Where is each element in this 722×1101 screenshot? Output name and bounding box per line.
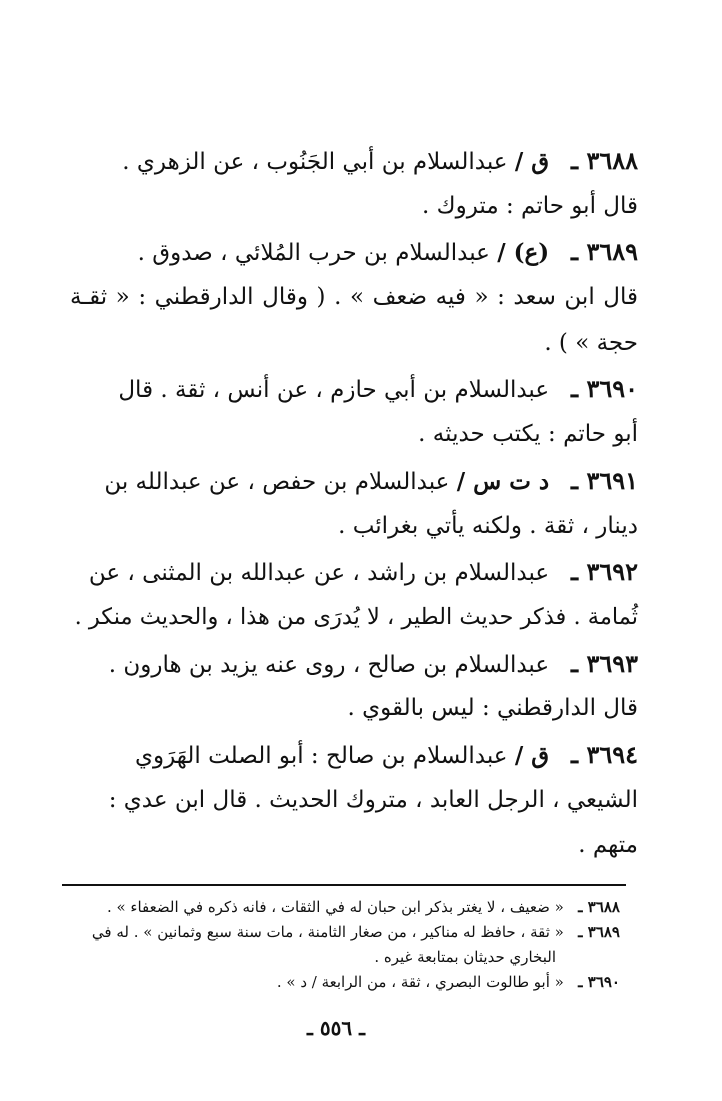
page-number: ـ ٥٥٦ ـ xyxy=(307,1016,365,1040)
entry-3688-line-2 xyxy=(70,184,638,230)
footnote-text: البخاري حديثان بمتابعة غيره . xyxy=(374,948,556,966)
entry-text: أبو حاتم : يكتب حديثه . xyxy=(418,421,638,448)
entry-3688-line-1 xyxy=(70,138,638,184)
entry-text: عبدالسلام بن حرب المُلائي ، صدوق . xyxy=(137,240,490,267)
entry-number: ٣٦٩٣ ـ xyxy=(571,648,638,678)
entry-3691-line-1 xyxy=(70,458,638,504)
footnotes xyxy=(40,895,620,995)
entry-3690-line-1 xyxy=(70,366,638,412)
entry-text: متهم . xyxy=(578,832,638,859)
entry-3694-line-3 xyxy=(70,823,638,869)
entry-number: ٣٦٩٠ ـ xyxy=(571,374,638,404)
entry-text: قال الدارقطني : ليس بالقوي . xyxy=(347,695,638,722)
entry-text: دينار ، ثقة . ولكنه يأتي بغرائب . xyxy=(338,512,638,539)
footnote-3689-continuation xyxy=(40,945,620,970)
book-symbols: د ت س / xyxy=(456,467,550,495)
entry-text: عبدالسلام بن حفص ، عن عبدالله بن xyxy=(104,468,450,495)
book-symbols: ق / xyxy=(514,148,550,175)
footnote-number: ٣٦٨٨ ـ xyxy=(578,898,620,916)
footnote-text: « ثقة ، حافظ له مناكير ، من صغار الثامنة ، مات سنة سبع وثمانين » . له في xyxy=(91,923,564,941)
footnote-text: « أبو طالوت البصري ، ثقة ، من الرابعة / د » . xyxy=(276,973,564,991)
entry-3689-line-1 xyxy=(70,229,638,275)
entry-number: ٣٦٩٤ ـ xyxy=(571,739,638,769)
entry-text: قال أبو حاتم : متروك . xyxy=(422,192,638,219)
entry-number: ٣٦٩١ ـ xyxy=(571,465,638,495)
footnote-text: « ضعيف ، لا يغتر بذكر ابن حبان له في الثقات ، فانه ذكره في الضعفاء » . xyxy=(106,898,564,916)
footnote-3690 xyxy=(40,970,620,995)
footnote-number: ٣٦٨٩ ـ xyxy=(578,923,620,941)
entry-3692-line-2 xyxy=(70,595,638,641)
entry-3692-line-1 xyxy=(70,549,638,595)
book-symbols: ق / xyxy=(514,741,550,769)
entry-3694-line-1 xyxy=(70,732,638,778)
entry-3694-line-2 xyxy=(70,778,638,824)
entry-3689-line-2 xyxy=(70,275,638,321)
main-text xyxy=(70,138,638,869)
footnote-3688 xyxy=(40,895,620,920)
footnote-3689 xyxy=(40,920,620,945)
entry-3691-line-2 xyxy=(70,504,638,550)
entry-text: عبدالسلام بن أبي حازم ، عن أنس ، ثقة . قال xyxy=(118,377,550,404)
entry-number: ٣٦٩٢ ـ xyxy=(571,557,638,587)
entry-text: حجة » ) . xyxy=(544,329,638,356)
entry-text: قال ابن سعد : « فيه ضعف » . ( وقال الدارقطني : « ثقـة xyxy=(70,284,638,311)
entry-text: عبدالسلام بن صالح ، روى عنه يزيد بن هارون . xyxy=(108,651,550,678)
entry-3693-line-2 xyxy=(70,686,638,732)
entry-number: ٣٦٨٩ ـ xyxy=(571,237,638,267)
entry-text: ثُمامة . فذكر حديث الطير ، لا يُدرَى من هذا ، والحديث منكر . xyxy=(74,603,638,630)
entry-number: ٣٦٨٨ ـ xyxy=(571,146,638,175)
footnote-number: ٣٦٩٠ ـ xyxy=(578,973,620,991)
entry-text: الشيعي ، الرجل العابد ، متروك الحديث . قال ابن عدي : xyxy=(108,786,638,813)
entry-3693-line-1 xyxy=(70,641,638,687)
entry-text: عبدالسلام بن صالح : أبو الصلت الهَرَوي xyxy=(134,742,508,769)
entry-text: عبدالسلام بن راشد ، عن عبدالله بن المثنى ، عن xyxy=(88,560,550,587)
book-symbols: (ع) / xyxy=(497,239,550,267)
entry-3690-line-2 xyxy=(70,412,638,458)
entry-3689-line-3 xyxy=(70,321,638,367)
footnote-divider xyxy=(62,884,626,886)
entry-text: عبدالسلام بن أبي الجَنُوب ، عن الزهري . xyxy=(122,149,508,175)
